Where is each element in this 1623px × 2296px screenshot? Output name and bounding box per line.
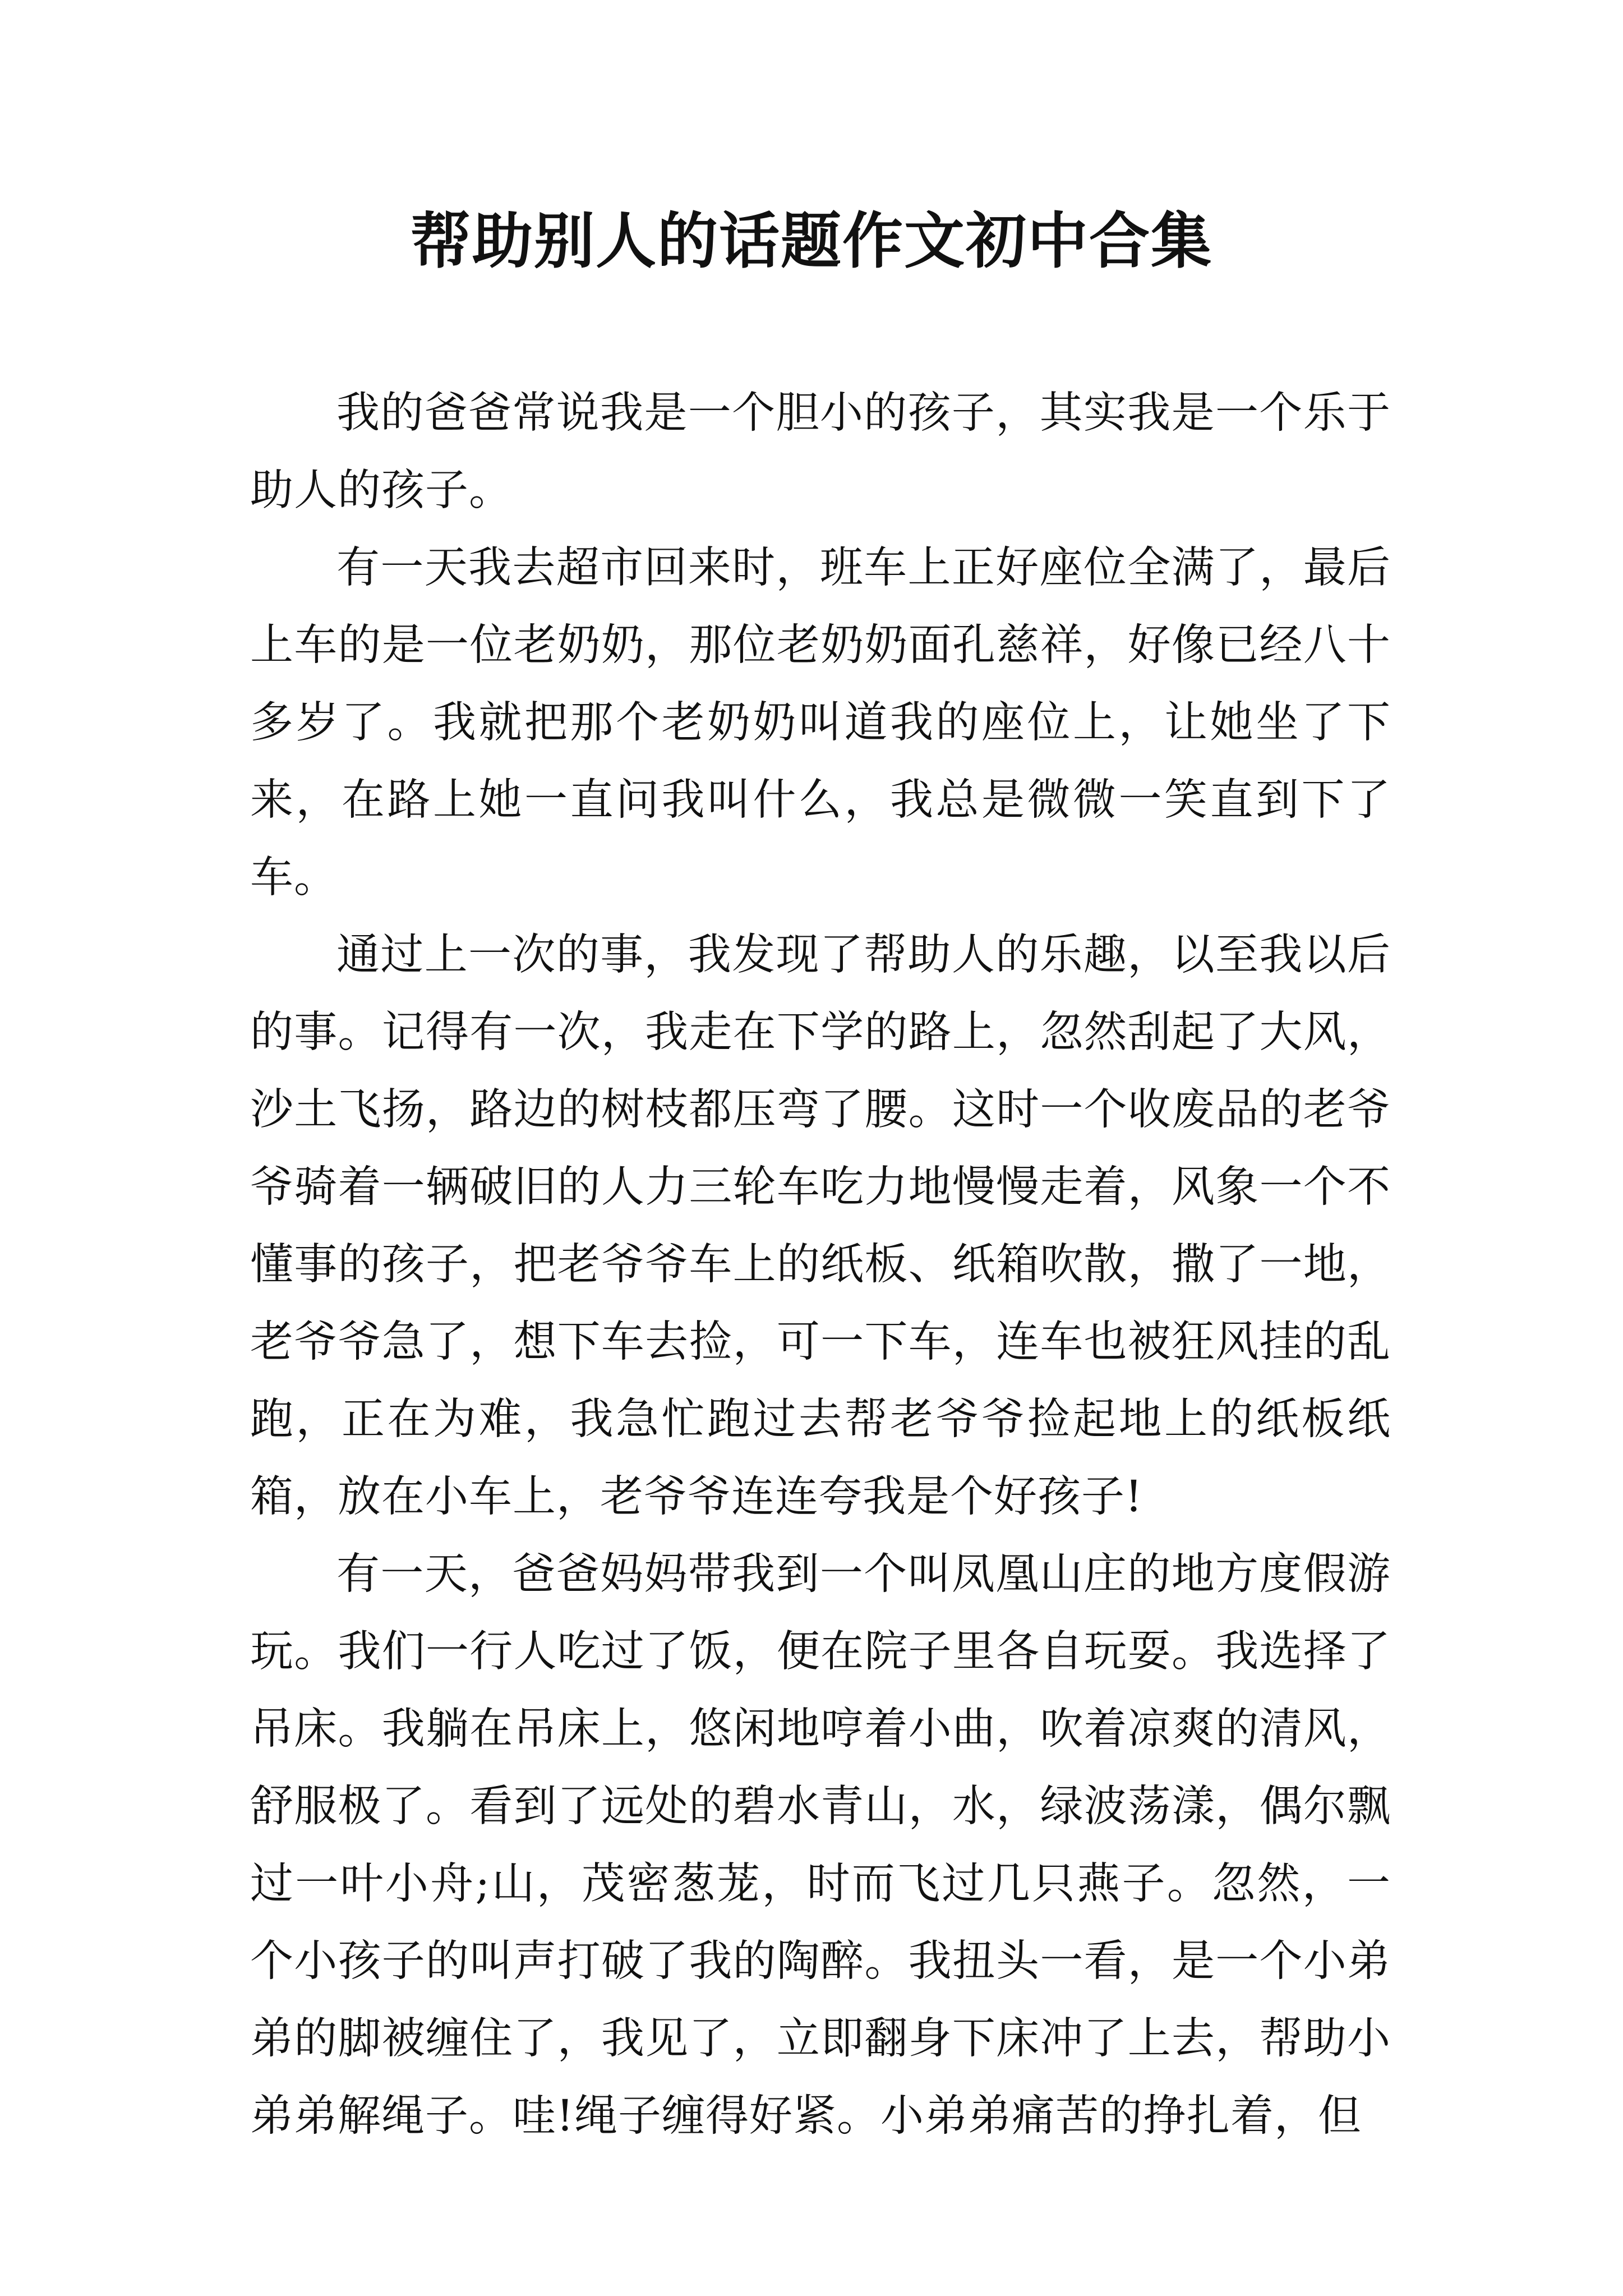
document-title: 帮助别人的话题作文初中合集 bbox=[410, 206, 1212, 277]
paragraph-3: 通过上一次的事，我发现了帮助人的乐趣，以至我以后的事。记得有一次，我走在下学的路上，忽然刮起了大风，沙土飞扬，路边的树枝都压弯了腰。这时一个收废品的老爷爷骑着一辆破旧的人力三轮车吃力地慢慢走着，风象一个不懂事的孩子，把老爷爷车上的纸板、纸箱吹散，撒了一地，老爷爷急了，想下车去捡，可一下车，连车也被狂风挂的乱跑，正在为难，我急忙跑过去帮老爷爷捡起地上的纸板纸箱，放在小车上，老爷爷连连夸我是个好孩子! bbox=[250, 930, 1391, 1522]
paragraph-2: 有一天我去超市回来时，班车上正好座位全满了，最后上车的是一位老奶奶，那位老奶奶面孔慈祥，好像已经八十多岁了。我就把那个老奶奶叫道我的座位上，让她坐了下来，在路上她一直问我叫什么，我总是微微一笑直到下了车。 bbox=[250, 543, 1391, 903]
document-body bbox=[250, 375, 1391, 2155]
paragraph-1: 我的爸爸常说我是一个胆小的孩子，其实我是一个乐于助人的孩子。 bbox=[250, 388, 1391, 516]
paragraph-4: 有一天，爸爸妈妈带我到一个叫凤凰山庄的地方度假游玩。我们一行人吃过了饭，便在院子里各自玩耍。我选择了吊床。我躺在吊床上，悠闲地哼着小曲，吹着凉爽的清风，舒服极了。看到了远处的碧水青山，水，绿波荡漾，偶尔飘过一叶小舟;山，茂密葱茏，时而飞过几只燕子。忽然，一个小孩子的叫声打破了我的陶醉。我扭头一看，是一个小弟弟的脚被缠住了，我见了，立即翻身下床冲了上去，帮助小弟弟解绳子。哇!绳子缠得好紧。小弟弟痛苦的挣扎着，但 bbox=[250, 1549, 1391, 2141]
